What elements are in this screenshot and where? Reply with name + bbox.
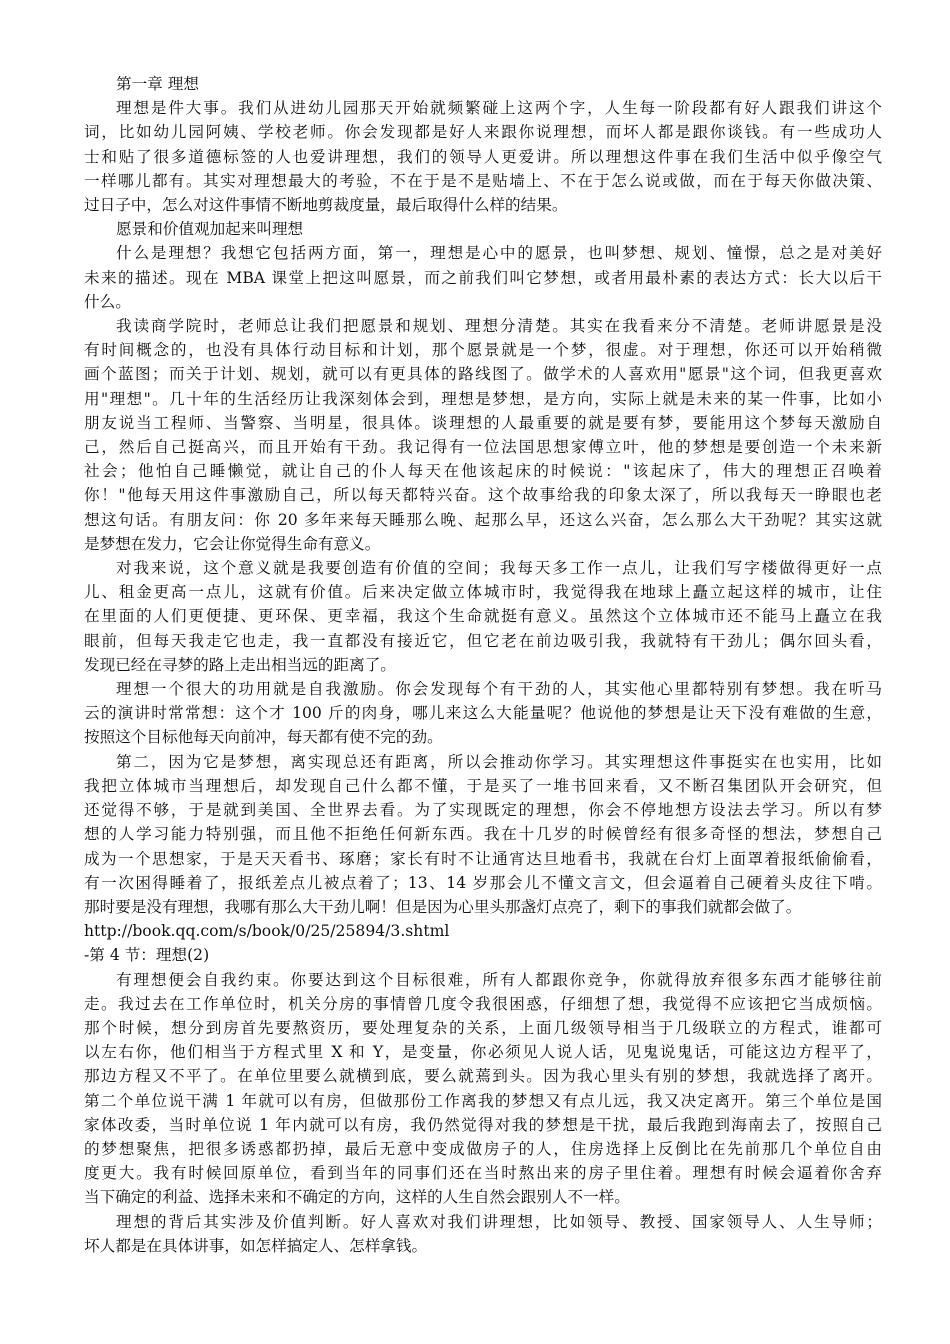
paragraph-1 (84, 96, 882, 217)
source-url: http://book.qq.com/s/book/0/25/25894/3.shtml (84, 922, 450, 941)
text-line: 什么。 (84, 292, 131, 311)
text-line: 理想的背后其实涉及价值判断。好人喜欢对我们讲理想，比如领导、教授、国家领导人、人生导师； (116, 1212, 882, 1231)
text-line: 什么是理想？我想它包括两方面，第一，理想是心中的愿景，也叫梦想、规划、憧憬，总之是对美好 (116, 244, 882, 263)
paragraph-7 (84, 968, 882, 1210)
chapter-title: 第一章 理想 (116, 75, 199, 93)
text-line: 你！"他每天用这件事激励自己，所以每天都特兴奋。这个故事给我的印象太深了，所以我每天一睁眼也老 (84, 486, 882, 505)
text-line: 那个时候，想分到房首先要熬资历，要处理复杂的关系，上面几级领导相当于几级联立的方程式，谁都可 (84, 1018, 882, 1037)
text-line: 朋友说当工程师、当警察、当明星，很具体。谈理想的人最重要的就是要有梦，要能用这个梦每天激励自 (84, 413, 882, 432)
text-line: 己，然后自己挺高兴，而且开始有干劲。我记得有一位法国思想家傅立叶，他的梦想是要创造一个未来新 (84, 438, 882, 457)
text-line: 用"理想"。几十年的生活经历让我深刻体会到，理想是梦想，是方向，实际上就是未来的某一件事，比如小 (84, 389, 882, 408)
paragraph-5 (84, 677, 882, 750)
document-page (84, 72, 882, 1258)
text-line: 我读商学院时，老师总让我们把愿景和规划、理想分清楚。其实在我看来分不清楚。老师讲愿景是没 (116, 317, 882, 336)
text-line: 家体改委，当时单位说 1 年内就可以有房，我仍然觉得对我的梦想是干扰，最后我跑到海南去了，按照自己 (84, 1115, 882, 1134)
text-line: 有时间概念的，也没有具体行动目标和计划，那个愿景就是一个梦，很虚。对于理想，你还可以开始稍微 (84, 341, 882, 360)
text-line: 想的人学习能力特别强，而且他不拒绝任何新东西。我在十几岁的时候曾经有很多奇怪的想法，梦想自己 (84, 825, 882, 844)
text-line: 那时要是没有理想，我哪有那么大干劲儿啊！但是因为心里头那盏灯点亮了，剩下的事我们就都会做了。 (84, 897, 802, 916)
text-line: 对我来说，这个意义就是我要创造有价值的空间；我每天多工作一点儿，让我们写字楼做得更好一点 (116, 559, 882, 578)
paragraph-6 (84, 750, 882, 919)
text-line: 社会；他怕自己睡懒觉，就让自己的仆人每天在他该起床的时候说："该起床了，伟大的理想正召唤着 (84, 462, 882, 481)
text-line: 云的演讲时常常想：这个才 100 斤的肉身，哪儿来这么大能量呢？他说他的梦想是让天下没有难做的生意， (84, 704, 882, 723)
text-line: 发现已经在寻梦的路上走出相当远的距离了。 (84, 655, 396, 674)
paragraph-4 (84, 556, 882, 677)
text-line: 在里面的人们更便捷、更环保、更幸福，我这个生命就挺有意义。虽然这个立体城市还不能马上矗立在我 (84, 607, 882, 626)
text-line: 的梦想聚焦，把很多诱惑都扔掉，最后无意中变成做房子的人，住房选择上反倒比在先前那几个单位自由 (84, 1139, 882, 1158)
section-marker: -第 4 节：理想(2) (84, 946, 210, 965)
text-line: 有一次困得睡着了，报纸差点儿被点着了；13、14 岁那会儿不懂文言文，但会逼着自己硬着头皮往下啃。 (84, 873, 882, 892)
section-title: 愿景和价值观加起来叫理想 (116, 220, 304, 239)
text-line: 儿、租金更高一点儿，这就有价值。后来决定做立体城市时，我觉得我在地球上矗立起这样的城市，让住 (84, 583, 882, 602)
text-line: 按照这个目标他每天向前冲，每天都有使不完的劲。 (84, 728, 443, 747)
text-line: 理想一个很大的功用就是自我激励。你会发现每个有干劲的人，其实他心里都特别有梦想。我在听马 (116, 680, 882, 699)
text-line: 那边方程又不平了。在单位里要么就横到底，要么就蔫到头。因为我心里头有别的梦想，我就选择了离开。 (84, 1067, 882, 1086)
text-line: 有理想便会自我约束。你要达到这个目标很难，所有人都跟你竞争，你就得放弃很多东西才能够往前 (116, 970, 882, 989)
text-line: 想这句话。有朋友问：你 20 多年来每天睡那么晚、起那么早，还这么兴奋，怎么那么大干劲呢？其实这就 (84, 510, 882, 529)
text-line: 我把立体城市当理想后，却发现自己什么都不懂，于是买了一堆书回来看，又不断召集团队开会研究，但 (84, 776, 882, 795)
paragraph-8 (84, 1210, 882, 1258)
text-line: 第二个单位说干满 1 年就可以有房，但做那份工作离我的梦想又有点儿远，我又决定离开。第三个单位是国 (84, 1091, 882, 1110)
text-line: 眼前，但每天我走它也走，我一直都没有接近它，但它老在前边吸引我，我就特有干劲儿；偶尔回头看， (84, 631, 882, 650)
text-line: 坏人都是在具体讲事，如怎样搞定人、怎样拿钱。 (84, 1236, 428, 1255)
text-line: 当下确定的利益、选择未来和不确定的方向，这样的人生自然会跟别人不一样。 (84, 1188, 630, 1207)
text-line: 一样哪儿都有。其实对理想最大的考验，不在于是不是贴墙上、不在于怎么说或做，而在于每天你做决策、 (84, 171, 882, 190)
text-line: 士和贴了很多道德标签的人也爱讲理想，我们的领导人更爱讲。所以理想这件事在我们生活中似乎像空气 (84, 147, 882, 166)
paragraph-3 (84, 314, 882, 556)
text-line: 以左右你，他们相当于方程式里 X 和 Y，是变量，你必须见人说人话，见鬼说鬼话，可能这边方程平了， (84, 1043, 882, 1062)
text-line: 画个蓝图；而关于计划、规划，就可以有更具体的路线图了。做学术的人喜欢用"愿景"这个词，但我更喜欢 (84, 365, 882, 384)
text-line: 过日子中，怎么对这件事情不断地剪裁度量，最后取得什么样的结果。 (84, 196, 568, 215)
text-line: 未来的描述。现在 MBA 课堂上把这叫愿景，而之前我们叫它梦想，或者用最朴素的表达方式：长大以后干 (84, 268, 882, 287)
text-line: 第二，因为它是梦想，离实现总还有距离，所以会推动你学习。其实理想这件事挺实在也实用，比如 (116, 752, 882, 771)
text-line: 词，比如幼儿园阿姨、学校老师。你会发现都是好人来跟你说理想，而坏人都是跟你谈钱。有一些成功人 (84, 123, 882, 142)
text-line: 成为一个思想家，于是天天看书、琢磨；家长有时不让通宵达旦地看书，我就在台灯上面罩着报纸偷偷看， (84, 849, 882, 868)
text-line: 是梦想在发力，它会让你觉得生命有意义。 (84, 534, 381, 553)
text-line: 还觉得不够，于是就到美国、全世界去看。为了实现既定的理想，你会不停地想方设法去学习。所以有梦 (84, 801, 882, 820)
text-line: 理想是件大事。我们从进幼儿园那天开始就频繁碰上这两个字，人生每一阶段都有好人跟我们讲这个 (116, 99, 882, 118)
text-line: 度更大。我有时候回原单位，看到当年的同事们还在当时熬出来的房子里住着。理想有时候会逼着你舍弃 (84, 1164, 882, 1183)
text-line: 走。我过去在工作单位时，机关分房的事情曾几度令我很困惑，仔细想了想，我觉得不应该把它当成烦恼。 (84, 994, 882, 1013)
paragraph-2 (84, 241, 882, 314)
